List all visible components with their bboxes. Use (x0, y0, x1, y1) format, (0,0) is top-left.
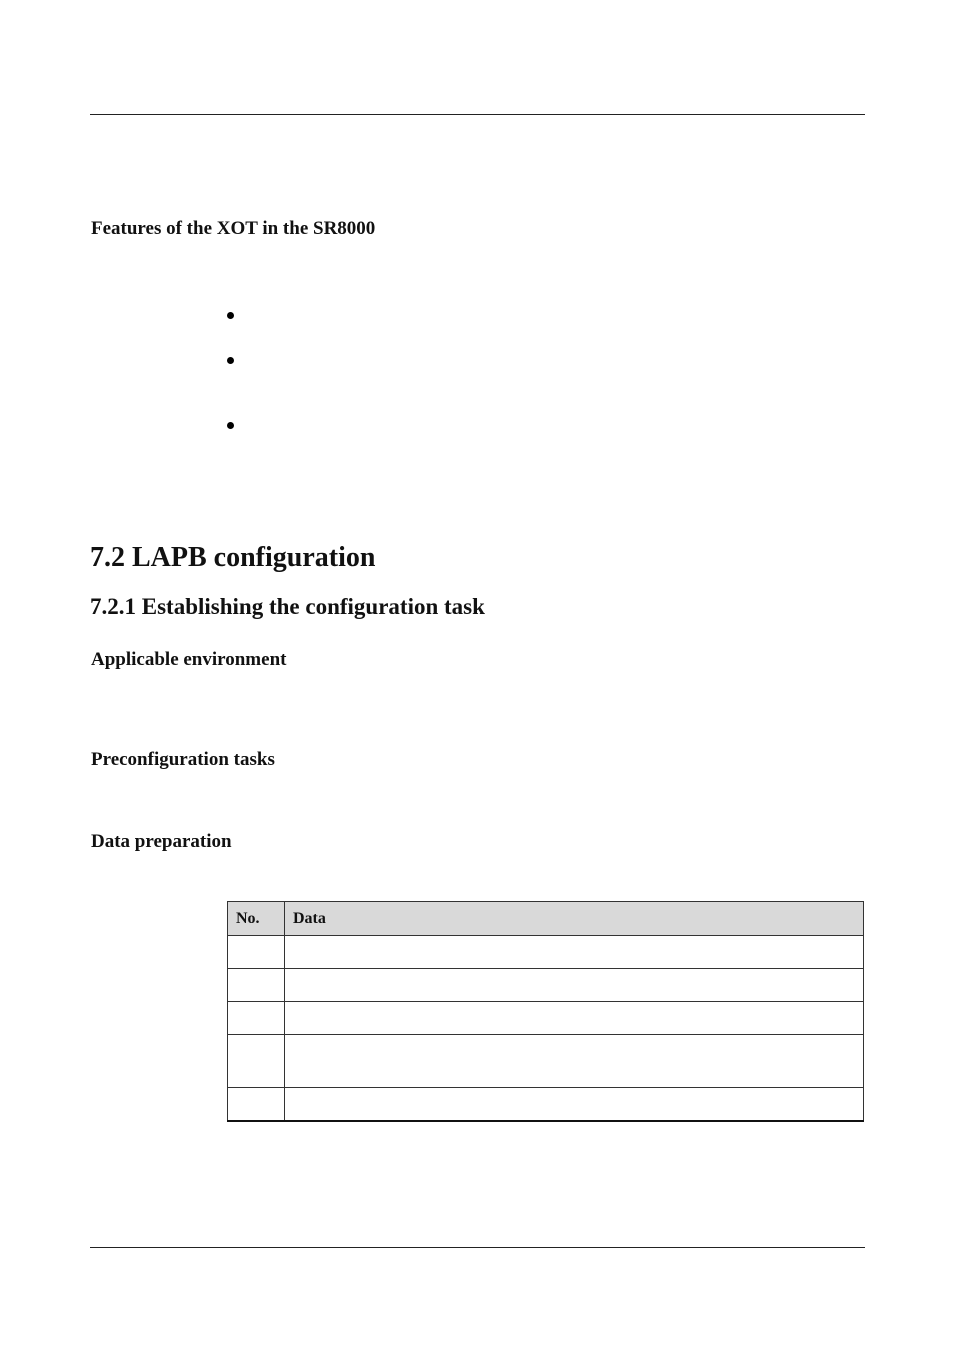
cell-data (285, 1035, 864, 1088)
cell-data (285, 1088, 864, 1122)
table-row (228, 1035, 864, 1088)
bullet-dot-icon (227, 357, 234, 364)
section-title: 7.2 LAPB configuration (90, 542, 376, 573)
bullet-dot-icon (227, 312, 234, 319)
table-header-row (228, 902, 864, 936)
data-preparation-table (227, 901, 864, 1122)
bullet-marker (222, 345, 242, 375)
bullet-marker (222, 300, 242, 330)
table-row (228, 1088, 864, 1122)
column-header-no: No. (228, 902, 285, 936)
bullet-dot-icon (227, 422, 234, 429)
cell-no (228, 1002, 285, 1035)
header-rule (90, 114, 865, 115)
cell-data (285, 1002, 864, 1035)
table-row (228, 936, 864, 969)
cell-data (285, 936, 864, 969)
footer-rule (90, 1247, 865, 1248)
column-header-data: Data (285, 902, 864, 936)
heading-data-preparation: Data preparation (91, 831, 232, 852)
cell-no (228, 1035, 285, 1088)
heading-preconfiguration-tasks: Preconfiguration tasks (91, 749, 275, 770)
bullet-marker (222, 410, 242, 440)
heading-applicable-environment: Applicable environment (91, 649, 287, 670)
heading-xot-features: Features of the XOT in the SR8000 (91, 218, 376, 239)
cell-no (228, 936, 285, 969)
table-row (228, 969, 864, 1002)
cell-no (228, 1088, 285, 1122)
subsection-title: 7.2.1 Establishing the configuration task (90, 594, 485, 619)
table-row (228, 1002, 864, 1035)
cell-no (228, 969, 285, 1002)
cell-data (285, 969, 864, 1002)
